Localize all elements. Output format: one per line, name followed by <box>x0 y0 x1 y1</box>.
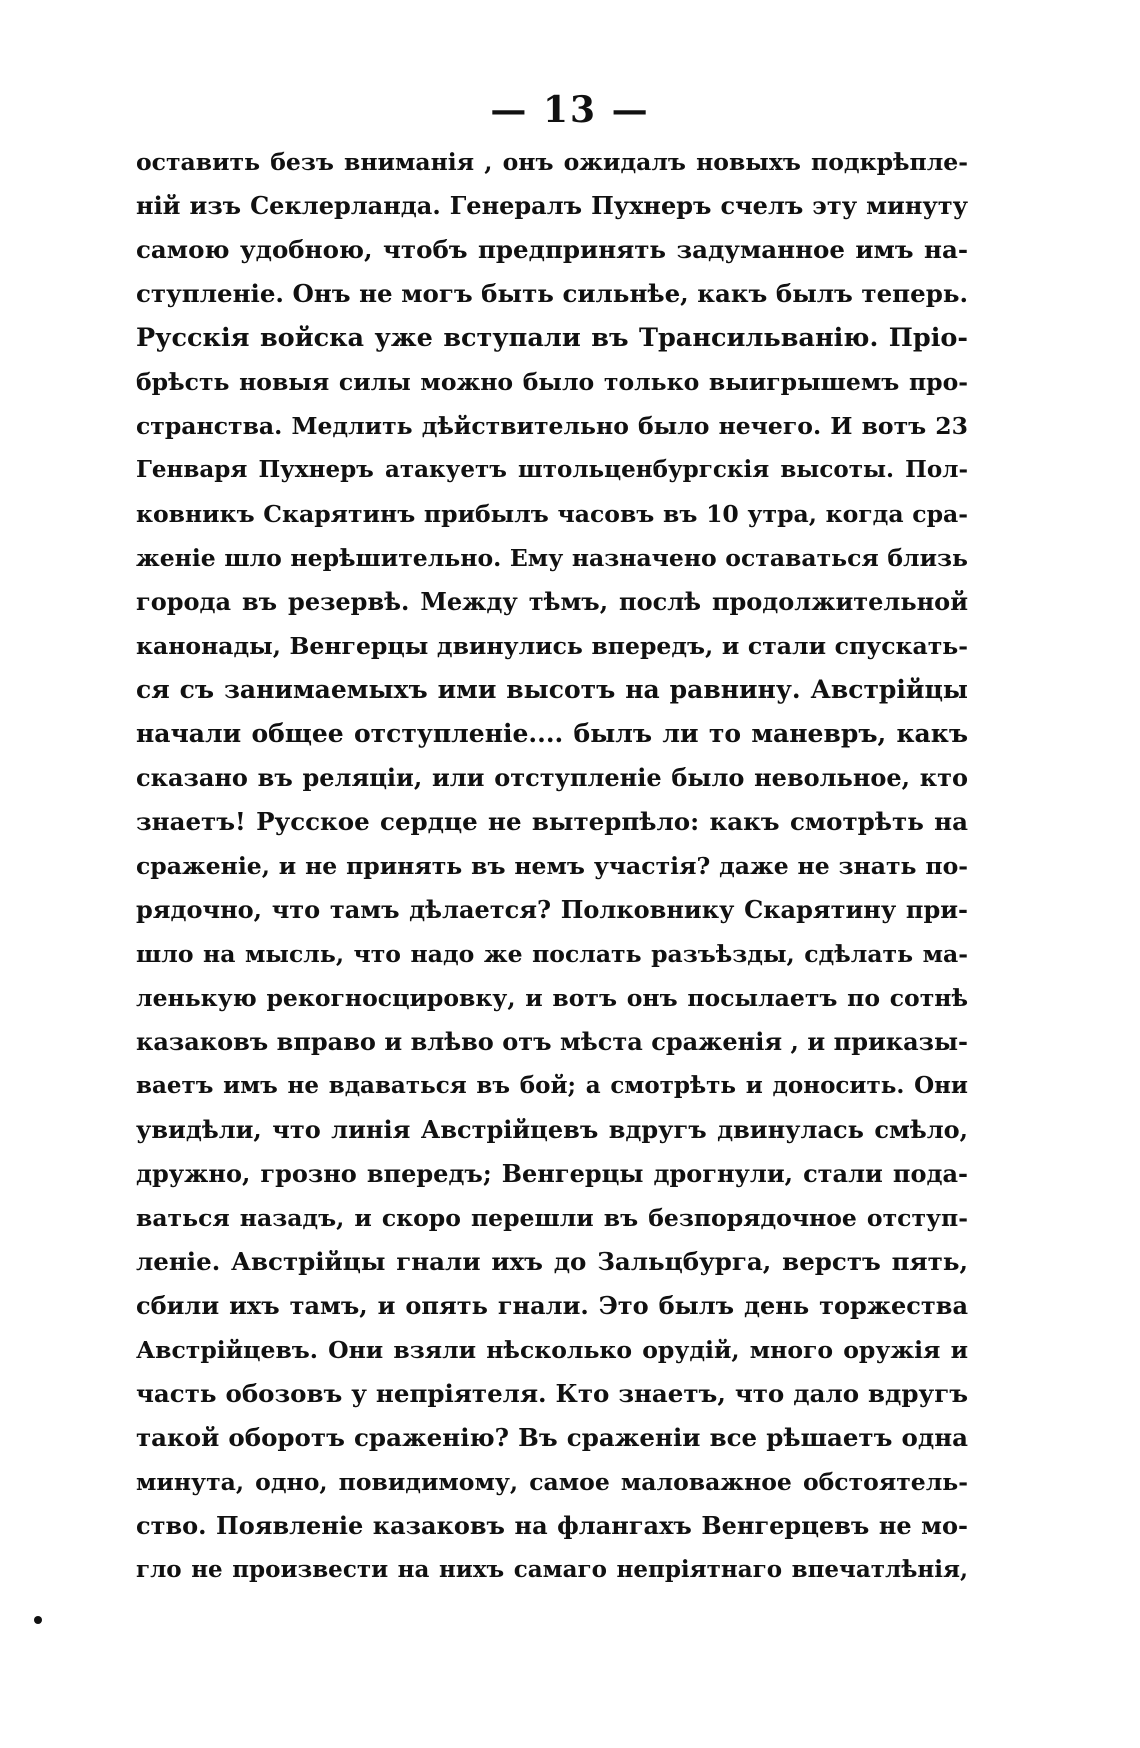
text-line: самою удобною, чтобъ предпринять задуманное имъ на- <box>136 235 968 264</box>
text-line: Русскія войска уже вступали въ Трансильванію. Пріо- <box>136 323 968 353</box>
body-text <box>136 140 968 1592</box>
text-line: ступленіе. Онъ не могъ быть сильнѣе, какъ былъ теперь. <box>136 279 968 308</box>
text-line: брѣсть новыя силы можно было только выигрышемъ про- <box>136 368 968 396</box>
text-line: канонады, Венгерцы двинулись впередъ, и стали спускать- <box>136 632 968 660</box>
text-line: ся съ занимаемыхъ ими высотъ на равнину. Австрійцы <box>136 675 968 704</box>
text-line: ній изъ Секлерланда. Генералъ Пухнеръ счелъ эту минуту <box>136 191 968 220</box>
text-line: города въ резервѣ. Между тѣмъ, послѣ продолжительной <box>136 587 968 616</box>
page-number: — 13 — <box>490 89 650 131</box>
text-line: казаковъ вправо и влѣво отъ мѣста сраженія , и приказы- <box>136 1027 968 1056</box>
text-line: сказано въ реляціи, или отступленіе было невольное, кто <box>136 763 968 792</box>
text-line: ство. Появленіе казаковъ на флангахъ Венгерцевъ не мо- <box>136 1511 968 1540</box>
text-line: странства. Медлить дѣйствительно было нечего. И вотъ 23 <box>136 412 968 440</box>
text-line: сбили ихъ тамъ, и опять гнали. Это былъ день торжества <box>136 1291 968 1320</box>
text-line: леніе. Австрійцы гнали ихъ до Зальцбурга, верстъ пять, <box>136 1247 968 1276</box>
text-line: шло на мысль, что надо же послать разъѣзды, сдѣлать ма- <box>136 940 968 968</box>
text-line: ленькую рекогносцировку, и вотъ онъ посылаетъ по сотнѣ <box>136 984 968 1012</box>
text-line: увидѣли, что линія Австрійцевъ вдругъ двинулась смѣло, <box>136 1115 968 1144</box>
text-line: ваться назадъ, и скоро перешли въ безпорядочное отступ- <box>136 1204 968 1232</box>
text-line: дружно, грозно впередъ; Венгерцы дрогнули, стали пода- <box>136 1159 968 1188</box>
text-line: Генваря Пухнеръ атакуетъ штольценбургскія высоты. Пол- <box>136 456 968 483</box>
text-line: минута, одно, повидимому, самое маловажное обстоятель- <box>136 1468 968 1496</box>
text-line: сраженіе, и не принять въ немъ участія? даже не знать по- <box>136 852 968 880</box>
text-line: рядочно, что тамъ дѣлается? Полковнику Скарятину при- <box>136 895 968 924</box>
text-line: гло не произвести на нихъ самаго непріятнаго впечатлѣнія, <box>136 1556 968 1583</box>
text-line: такой оборотъ сраженію? Въ сраженіи все рѣшаетъ одна <box>136 1423 968 1452</box>
text-line: женіе шло нерѣшительно. Ему назначено оставаться близь <box>136 544 968 572</box>
text-line: начали общее отступленіе.... былъ ли то маневръ, какъ <box>136 719 968 748</box>
text-line: часть обозовъ у непріятеля. Кто знаетъ, что дало вдругъ <box>136 1379 968 1408</box>
text-line: знаетъ! Русское сердце не вытерпѣло: какъ смотрѣть на <box>136 807 968 836</box>
text-line: ковникъ Скарятинъ прибылъ часовъ въ 10 утра, когда сра- <box>136 500 968 528</box>
ink-speck <box>34 1616 42 1624</box>
text-line: Австрійцевъ. Они взяли нѣсколько орудій, много оружія и <box>136 1336 968 1364</box>
text-line: оставить безъ вниманія , онъ ожидалъ новыхъ подкрѣпле- <box>136 148 968 176</box>
text-line: ваетъ имъ не вдаваться въ бой; а смотрѣть и доносить. Они <box>136 1072 968 1099</box>
